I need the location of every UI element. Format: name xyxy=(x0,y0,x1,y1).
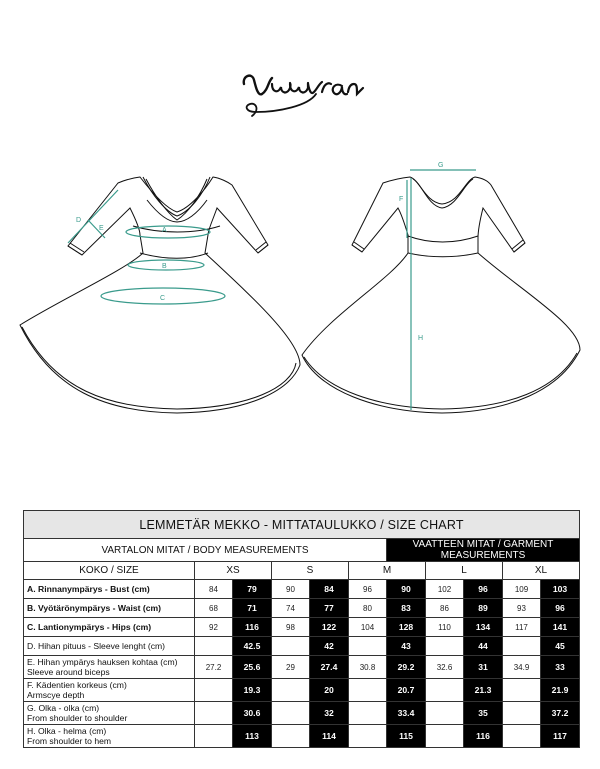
table-row xyxy=(24,618,580,637)
measurement-subtitle: Armscye depth xyxy=(27,690,85,700)
label-a: A xyxy=(162,227,167,234)
body-measurement-cell: 86 xyxy=(426,599,464,618)
garment-measurement-cell: 25.6 xyxy=(233,656,272,679)
measurement-label xyxy=(24,618,195,637)
garment-measurement-cell: 96 xyxy=(541,599,580,618)
table-row xyxy=(24,637,580,656)
garment-measurement-cell: 42 xyxy=(310,637,349,656)
body-measurement-cell: 98 xyxy=(272,618,310,637)
label-c: C xyxy=(160,295,166,302)
size-s: S xyxy=(272,562,349,580)
garment-measurement-cell: 117 xyxy=(541,725,580,748)
body-measurement-cell xyxy=(503,702,541,725)
garment-measurement-cell: 122 xyxy=(310,618,349,637)
body-measurement-cell: 27.2 xyxy=(195,656,233,679)
measurement-name: Lantionympärys - Hips (cm) xyxy=(37,622,152,632)
body-measurement-cell: 30.8 xyxy=(349,656,387,679)
body-measurement-cell: 96 xyxy=(349,580,387,599)
body-measurement-cell xyxy=(272,679,310,702)
measurement-label xyxy=(24,725,195,748)
body-measurement-cell xyxy=(349,725,387,748)
label-e: E xyxy=(99,225,104,232)
body-measurement-cell: 110 xyxy=(426,618,464,637)
garment-measurement-cell: 27.4 xyxy=(310,656,349,679)
body-measurement-cell xyxy=(426,637,464,656)
garment-measurement-cell: 19.3 xyxy=(233,679,272,702)
measurement-code: D. xyxy=(27,641,36,651)
garment-measurement-cell: 84 xyxy=(310,580,349,599)
garment-measurement-cell: 116 xyxy=(464,725,503,748)
measurement-label xyxy=(24,679,195,702)
measurement-name: Hihan ympärys hauksen kohtaa (cm) xyxy=(37,657,178,667)
measurement-label xyxy=(24,637,195,656)
garment-measurement-cell: 30.6 xyxy=(233,702,272,725)
body-measurements-header: VARTALON MITAT / BODY MEASUREMENTS xyxy=(24,539,387,562)
measurement-code: E. xyxy=(27,657,36,667)
measurement-name: Olka - helma (cm) xyxy=(37,726,107,736)
garment-measurement-cell: 35 xyxy=(464,702,503,725)
body-measurement-cell: 90 xyxy=(272,580,310,599)
label-f: F xyxy=(399,196,404,203)
measurement-label xyxy=(24,580,195,599)
body-measurement-cell xyxy=(272,702,310,725)
table-row xyxy=(24,702,580,725)
size-xl: XL xyxy=(503,562,580,580)
brand-logo xyxy=(238,62,368,124)
garment-measurement-cell: 33.4 xyxy=(387,702,426,725)
size-xs: XS xyxy=(195,562,272,580)
garment-measurement-cell: 45 xyxy=(541,637,580,656)
garment-measurement-cell: 103 xyxy=(541,580,580,599)
label-h: H xyxy=(418,335,424,342)
dress-technical-drawing xyxy=(0,150,600,440)
measurement-name: Olka - olka (cm) xyxy=(38,703,100,713)
body-measurement-cell xyxy=(503,637,541,656)
body-measurement-cell: 109 xyxy=(503,580,541,599)
garment-measurement-cell: 141 xyxy=(541,618,580,637)
garment-measurement-cell: 89 xyxy=(464,599,503,618)
body-measurement-cell: 104 xyxy=(349,618,387,637)
garment-measurement-cell: 20 xyxy=(310,679,349,702)
garment-measurement-cell: 83 xyxy=(387,599,426,618)
garment-measurement-cell: 44 xyxy=(464,637,503,656)
body-measurement-cell: 102 xyxy=(426,580,464,599)
garment-measurement-cell: 134 xyxy=(464,618,503,637)
garment-measurement-cell: 77 xyxy=(310,599,349,618)
garment-measurement-cell: 31 xyxy=(464,656,503,679)
table-row xyxy=(24,580,580,599)
measurement-code: A. xyxy=(27,584,36,594)
body-measurement-cell xyxy=(349,679,387,702)
size-l: L xyxy=(426,562,503,580)
measurement-name: Vyötärönympärys - Waist (cm) xyxy=(37,603,162,613)
body-measurement-cell xyxy=(426,679,464,702)
body-measurement-cell xyxy=(195,725,233,748)
measurement-code: H. xyxy=(27,726,36,736)
measurement-name: Kädentien korkeus (cm) xyxy=(36,680,127,690)
body-measurement-cell xyxy=(272,725,310,748)
body-measurement-cell xyxy=(426,702,464,725)
size-m: M xyxy=(349,562,426,580)
garment-measurement-cell: 32 xyxy=(310,702,349,725)
garment-measurement-cell: 96 xyxy=(464,580,503,599)
garment-measurement-cell: 116 xyxy=(233,618,272,637)
body-measurement-cell: 68 xyxy=(195,599,233,618)
measurement-code: C. xyxy=(27,622,36,632)
body-measurement-cell: 80 xyxy=(349,599,387,618)
measurement-subtitle: Sleeve around biceps xyxy=(27,667,110,677)
garment-measurement-cell: 21.9 xyxy=(541,679,580,702)
body-measurement-cell xyxy=(349,702,387,725)
garment-measurement-cell: 21.3 xyxy=(464,679,503,702)
garment-measurement-cell: 71 xyxy=(233,599,272,618)
table-row xyxy=(24,679,580,702)
garment-measurement-cell: 114 xyxy=(310,725,349,748)
measurement-label xyxy=(24,599,195,618)
label-d: D xyxy=(76,217,82,224)
body-measurement-cell xyxy=(195,679,233,702)
garment-measurement-cell: 115 xyxy=(387,725,426,748)
measurement-subtitle: From shoulder to hem xyxy=(27,736,112,746)
label-g: G xyxy=(438,162,444,169)
label-b: B xyxy=(162,263,167,270)
garment-measurements-header: VAATTEEN MITAT / GARMENT MEASUREMENTS xyxy=(387,539,580,562)
measurement-code: B. xyxy=(27,603,36,613)
measurement-label xyxy=(24,656,195,679)
measurement-code: G. xyxy=(27,703,37,713)
table-row xyxy=(24,656,580,679)
garment-measurement-cell: 33 xyxy=(541,656,580,679)
size-column-header: KOKO / SIZE xyxy=(24,562,195,580)
body-measurement-cell xyxy=(426,725,464,748)
body-measurement-cell: 92 xyxy=(195,618,233,637)
measurement-name: Hihan pituus - Sleeve lenght (cm) xyxy=(37,641,166,651)
body-measurement-cell: 32.6 xyxy=(426,656,464,679)
garment-measurement-cell: 79 xyxy=(233,580,272,599)
body-measurement-cell: 74 xyxy=(272,599,310,618)
table-row xyxy=(24,725,580,748)
garment-measurement-cell: 128 xyxy=(387,618,426,637)
table-row xyxy=(24,599,580,618)
body-measurement-cell: 29 xyxy=(272,656,310,679)
measurement-subtitle: From shoulder to shoulder xyxy=(27,713,128,723)
size-chart-title: LEMMETÄR MEKKO - MITTATAULUKKO / SIZE CHART xyxy=(24,511,580,539)
body-measurement-cell: 84 xyxy=(195,580,233,599)
garment-measurement-cell: 113 xyxy=(233,725,272,748)
body-measurement-cell xyxy=(503,679,541,702)
garment-measurement-cell: 37.2 xyxy=(541,702,580,725)
body-measurement-cell: 34.9 xyxy=(503,656,541,679)
body-measurement-cell xyxy=(503,725,541,748)
garment-measurement-cell: 90 xyxy=(387,580,426,599)
body-measurement-cell xyxy=(349,637,387,656)
garment-measurement-cell: 43 xyxy=(387,637,426,656)
body-measurement-cell xyxy=(195,637,233,656)
measurement-code: F. xyxy=(27,680,34,690)
body-measurement-cell: 117 xyxy=(503,618,541,637)
measurement-label xyxy=(24,702,195,725)
body-measurement-cell xyxy=(272,637,310,656)
garment-measurement-cell: 20.7 xyxy=(387,679,426,702)
garment-measurement-cell: 29.2 xyxy=(387,656,426,679)
body-measurement-cell xyxy=(195,702,233,725)
garment-measurement-cell: 42.5 xyxy=(233,637,272,656)
size-chart-table xyxy=(23,510,580,748)
measurement-name: Rinnanympärys - Bust (cm) xyxy=(37,584,150,594)
body-measurement-cell: 93 xyxy=(503,599,541,618)
